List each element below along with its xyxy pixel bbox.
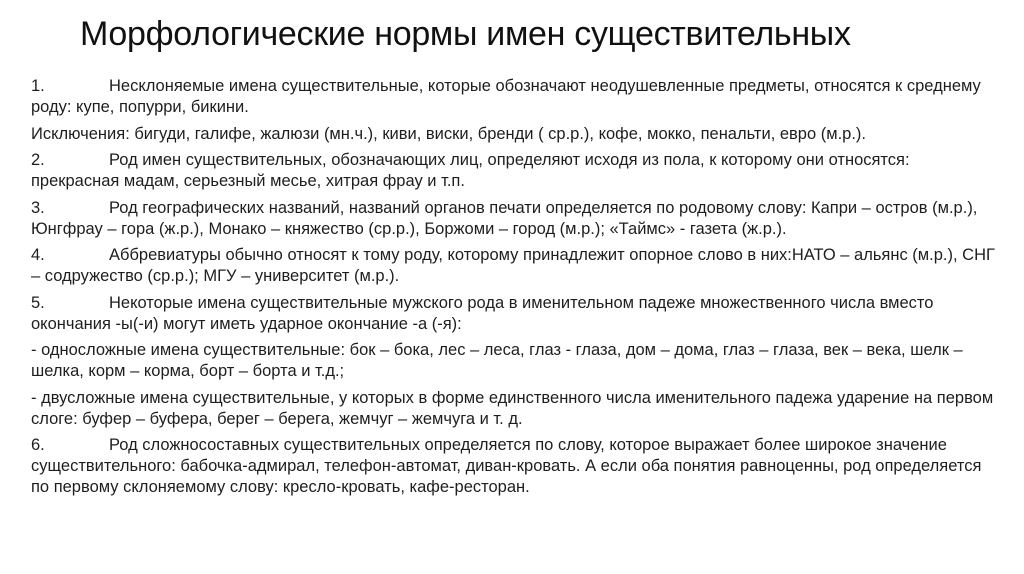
paragraph-text: Род имен существительных, обозначающих лиц, определяют исходя из пола, к которому они относятся: прекрасная мадам, серьезный месье, хитрая фрау и т.п.: [31, 151, 910, 190]
slide-title: Морфологические нормы имен существительных: [80, 15, 851, 53]
paragraph-number: 1.: [31, 77, 45, 95]
paragraph-disyllabic: [31, 388, 997, 430]
paragraph-2: [31, 150, 997, 192]
paragraph-number: 3.: [31, 198, 45, 217]
paragraph-text: Аббревиатуры обычно относят к тому роду, которому принадлежит опорное слово в них:НАТО – альянс (м.р.), СНГ – содружество (ср.р.); МГУ – университет (м.р.).: [31, 246, 995, 285]
paragraph-text: - двусложные имена существительные, у которых в форме единственного числа именительного падежа ударение на первом слоге: буфер – буфера, берег – берега, жемчуг – жемчуга и т. д.: [31, 388, 994, 428]
paragraph-6: [31, 435, 997, 498]
paragraph-monosyllabic: [31, 340, 997, 382]
paragraph-text: Род сложносоставных существительных определяется по слову, которое выражает более широкое значение существительного: бабочка-адмирал, телефон-автомат, диван-кровать. А если оба понятия равноценны, род определяется по первому склоняемому слову: кресло-кровать, кафе-ресторан.: [31, 436, 982, 496]
paragraph-exceptions: [31, 124, 997, 145]
paragraph-number: 6.: [31, 436, 45, 454]
paragraph-number: 2.: [31, 151, 45, 169]
paragraph-number: 5.: [31, 293, 45, 312]
paragraph-text: Исключения: бигуди, галифе, жалюзи (мн.ч.), киви, виски, бренди ( ср.р.), кофе, мокко, пенальти, евро (м.р.).: [31, 124, 867, 143]
paragraph-text: - односложные имена существительные: бок – бока, лес – леса, глаз - глаза, дом – дома, глаз – глаза, век – века, шелк – шелка, корм – корма, борт – борта и т.д.;: [31, 341, 963, 380]
paragraph-3: [31, 198, 997, 240]
slide-content: [31, 76, 997, 504]
paragraph-text: Несклоняемые имена существительные, которые обозначают неодушевленные предметы, относятся к среднему роду: купе, попурри, бикини.: [31, 77, 981, 116]
paragraph-number: 4.: [31, 246, 45, 264]
paragraph-text: Некоторые имена существительные мужского рода в именительном падеже множественного числа вместо окончания -ы(-и) могут иметь ударное окончание -а (-я):: [31, 293, 934, 333]
paragraph-4: [31, 245, 997, 287]
paragraph-1: [31, 76, 997, 118]
paragraph-text: Род географических названий, названий органов печати определяется по родовому слову: Капри – остров (м.р.), Юнгфрау – гора (ж.р.), Монако – княжество (ср.р.), Боржоми – город (м.р.); «Таймс» - газета (ж.р.).: [31, 198, 978, 238]
paragraph-5: [31, 293, 997, 335]
